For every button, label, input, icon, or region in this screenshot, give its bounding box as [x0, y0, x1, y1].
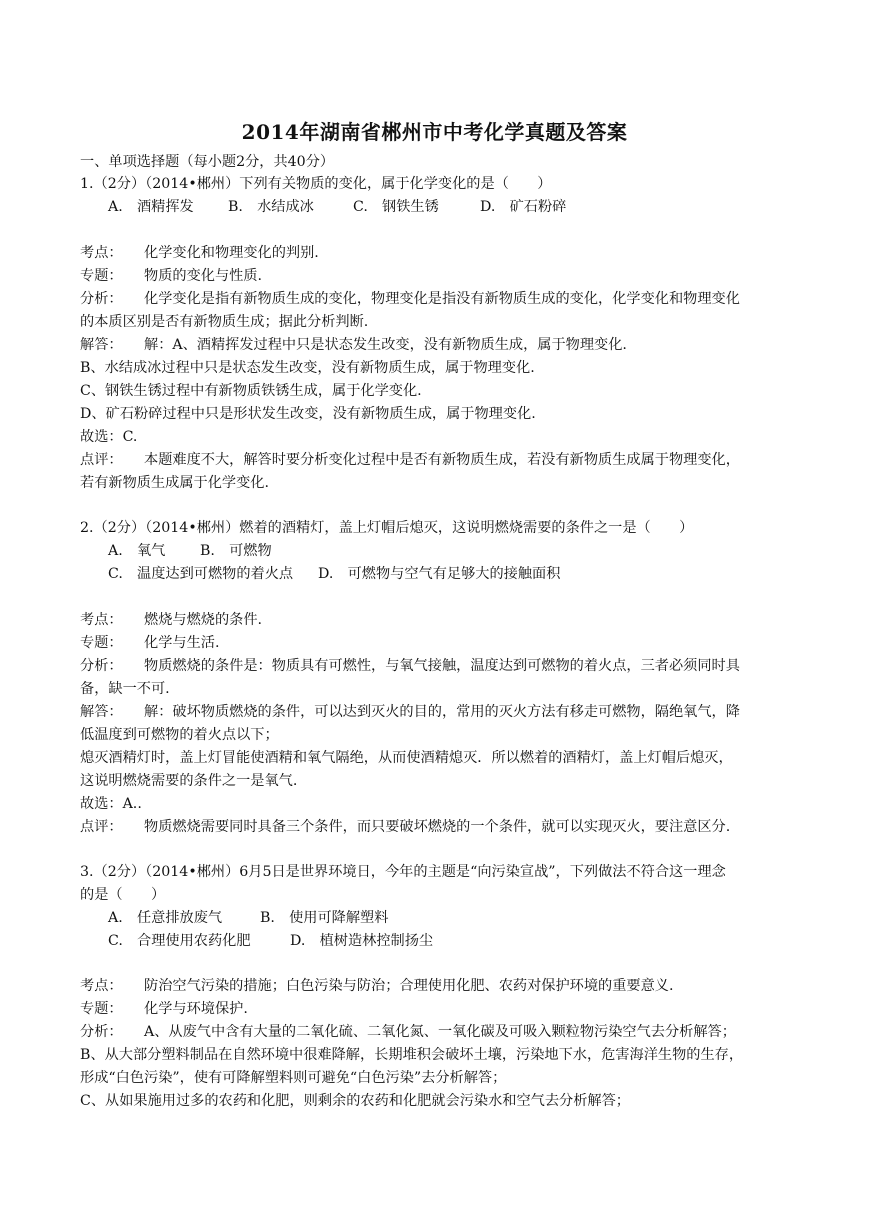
q3-fenxi-b: B、从大部分塑料制品在自然环境中很难降解，长期堆积会破坏土壤，污染地下水，危害海洋生物的生存，	[80, 1047, 744, 1063]
q3-kaodian	[80, 976, 795, 996]
q3-option-d: D. 植树造林控制扬尘	[290, 933, 434, 949]
zhuanti-label: 专题：	[80, 1001, 123, 1017]
dianping-text: 本题难度不大，解答时要分析变化过程中是否有新物质生成，若没有新物质生成属于物理变化，	[144, 452, 740, 468]
q3-option-b: B. 使用可降解塑料	[260, 910, 389, 926]
q1-zhuanti	[80, 266, 795, 286]
kaodian-text: 燃烧与燃烧的条件.	[144, 612, 263, 628]
fenxi-text: 化学变化是指有新物质生成的变化，物理变化是指没有新物质生成的变化，化学变化和物理变化	[144, 291, 740, 307]
fenxi-text: 物质燃烧的条件是：物质具有可燃性，与氧气接触，温度达到可燃物的着火点，三者必须同时具	[144, 658, 740, 674]
q2-options-row2	[108, 564, 560, 584]
q3-options-row1	[108, 908, 388, 928]
jieda-text: 解：A、酒精挥发过程中只是状态发生改变，没有新物质生成，属于物理变化.	[144, 337, 627, 353]
q1-jieda-b: B、水结成冰过程中只是状态发生改变，没有新物质生成，属于物理变化.	[80, 360, 535, 376]
kaodian-label: 考点：	[80, 245, 123, 261]
q2-option-a: A. 氧气	[108, 543, 166, 559]
q2-jieda-4: 这说明燃烧需要的条件之一是氧气.	[80, 773, 298, 789]
q2-jieda	[80, 702, 795, 722]
q2-jieda-cont: 低温度到可燃物的着火点以下；	[80, 727, 279, 743]
q1-stem: 1.（2分）（2014•郴州）下列有关物质的变化，属于化学变化的是（ ）	[80, 176, 552, 192]
q1-option-d: D. 矿石粉碎	[480, 199, 567, 215]
q3-options-row2	[108, 931, 433, 951]
document-title: 2014年湖南省郴州市中考化学真题及答案	[241, 120, 628, 144]
fenxi-label: 分析：	[80, 658, 123, 674]
q2-stem: 2.（2分）（2014•郴州）燃着的酒精灯，盖上灯帽后熄灭，这说明燃烧需要的条件之一是（ ）	[80, 520, 694, 536]
q3-zhuanti	[80, 999, 795, 1019]
zhuanti-label: 专题：	[80, 268, 123, 284]
zhuanti-label: 专题：	[80, 635, 123, 651]
q3-fenxi	[80, 1022, 795, 1042]
section-heading: 一、单项选择题（每小题2分，共40分）	[80, 154, 335, 170]
q1-option-a: A. 酒精挥发	[108, 199, 194, 215]
q2-kaodian	[80, 610, 795, 630]
jieda-label: 解答：	[80, 704, 123, 720]
kaodian-text: 防治空气污染的措施；白色污染与防治；合理使用化肥、农药对保护环境的重要意义.	[144, 978, 674, 994]
fenxi-label: 分析：	[80, 1024, 123, 1040]
q1-jieda-c: C、钢铁生锈过程中有新物质铁锈生成，属于化学变化.	[80, 383, 422, 399]
q2-option-c: C. 温度达到可燃物的着火点	[108, 566, 294, 582]
q3-stem: 3.（2分）（2014•郴州）6月5日是世界环境日，今年的主题是“向污染宣战”，下列做法不符合这一理念	[80, 864, 726, 880]
q2-option-b: B. 可燃物	[200, 543, 272, 559]
q2-zhuanti	[80, 633, 795, 653]
q3-option-c: C. 合理使用农药化肥	[108, 933, 251, 949]
q2-answer: 故选：A..	[80, 796, 142, 812]
q2-fenxi-cont: 备，缺一不可.	[80, 681, 170, 697]
q1-option-c: C. 钢铁生锈	[353, 199, 439, 215]
q1-answer: 故选：C.	[80, 429, 138, 445]
q2-jieda-3: 熄灭酒精灯时，盖上灯冒能使酒精和氧气隔绝，从而使酒精熄灭．所以燃着的酒精灯，盖上灯帽后熄灭，	[80, 750, 733, 766]
q3-stem-cont: 的是（ ）	[80, 887, 166, 903]
jieda-label: 解答：	[80, 337, 123, 353]
zhuanti-text: 化学与生活.	[144, 635, 220, 651]
dianping-label: 点评：	[80, 819, 123, 835]
q1-options	[108, 197, 566, 217]
jieda-text: 解：破坏物质燃烧的条件，可以达到灭火的目的，常用的灭火方法有移走可燃物，隔绝氧气，降	[144, 704, 740, 720]
q1-jieda	[80, 335, 795, 355]
zhuanti-text: 化学与环境保护.	[144, 1001, 248, 1017]
q3-fenxi-c: C、从如果施用过多的农药和化肥，则剩余的农药和化肥就会污染水和空气去分析解答；	[80, 1093, 630, 1109]
zhuanti-text: 物质的变化与性质.	[144, 268, 263, 284]
q1-kaodian	[80, 243, 795, 263]
dianping-label: 点评：	[80, 452, 123, 468]
q2-option-d: D. 可燃物与空气有足够大的接触面积	[318, 566, 561, 582]
q1-fenxi-cont: 的本质区别是否有新物质生成；据此分析判断.	[80, 314, 369, 330]
q2-fenxi	[80, 656, 795, 676]
kaodian-label: 考点：	[80, 612, 123, 628]
q3-fenxi-b-cont: 形成“白色污染”，使有可降解塑料则可避免“白色污染”去分析解答；	[80, 1070, 507, 1086]
q2-dianping	[80, 817, 795, 837]
q1-dianping	[80, 450, 795, 470]
q2-options-row1	[108, 541, 272, 561]
kaodian-text: 化学变化和物理变化的判别.	[144, 245, 319, 261]
dianping-text: 物质燃烧需要同时具备三个条件，而只要破坏燃烧的一个条件，就可以实现灭火，要注意区分.	[144, 819, 731, 835]
q1-dianping-cont: 若有新物质生成属于化学变化.	[80, 475, 269, 491]
q1-jieda-d: D、矿石粉碎过程中只是形状发生改变，没有新物质生成，属于物理变化.	[80, 406, 536, 422]
fenxi-label: 分析：	[80, 291, 123, 307]
q3-option-a: A. 任意排放废气	[108, 910, 223, 926]
q1-option-b: B. 水结成冰	[228, 199, 314, 215]
q1-fenxi	[80, 289, 795, 309]
kaodian-label: 考点：	[80, 978, 123, 994]
fenxi-text: A、从废气中含有大量的二氧化硫、二氧化氮、一氧化碳及可吸入颗粒物污染空气去分析解答；	[144, 1024, 736, 1040]
